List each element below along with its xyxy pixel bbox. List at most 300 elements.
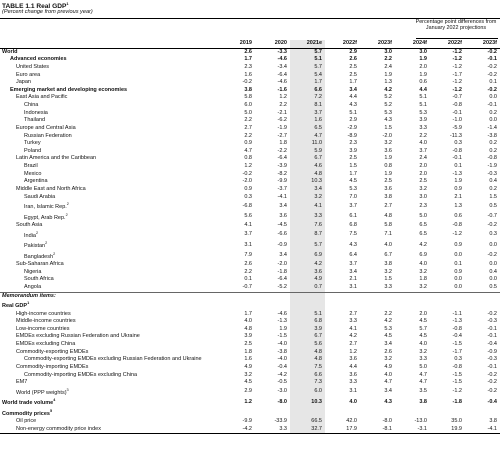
row-label xyxy=(0,125,220,133)
value-cell: -3.1 xyxy=(395,426,430,434)
value-cell: -0.1 xyxy=(487,56,497,63)
row-label-text: Emerging market and developing economies xyxy=(10,86,128,93)
table-row xyxy=(0,397,500,407)
value-cell: -0.7 xyxy=(242,283,252,290)
column-header-row xyxy=(0,40,500,48)
value-cell: 0.3 xyxy=(454,356,462,363)
value-cell xyxy=(430,292,465,300)
value-cell: 5.4 xyxy=(290,72,325,80)
value-cell: 3.8 xyxy=(489,418,497,425)
value-cell: -1.8 xyxy=(452,398,462,405)
value-cell: 6.6 xyxy=(290,87,325,95)
value-cell: 4.7 xyxy=(244,147,252,154)
value-cell: -0.8 xyxy=(487,155,497,162)
table-row xyxy=(0,418,500,426)
value-cell xyxy=(360,292,395,300)
value-cell: 4.0 xyxy=(384,241,392,248)
value-cell: -9.9 xyxy=(242,418,252,425)
value-cell: 8.7 xyxy=(290,230,325,240)
value-cell: 5.2 xyxy=(384,102,392,108)
row-label-text: Real GDP xyxy=(2,302,28,309)
value-cell: 1.9 xyxy=(384,155,392,162)
table-row xyxy=(0,349,500,357)
value-cell: 2.5 xyxy=(384,178,392,185)
value-cell: 0.4 xyxy=(489,268,497,275)
value-cell: -8.0 xyxy=(382,418,392,425)
table-row xyxy=(0,155,500,163)
row-label-text: Angola xyxy=(24,283,42,290)
value-cell: 4.5 xyxy=(384,333,392,340)
value-cell: -8.2 xyxy=(277,170,287,177)
row-label-text: Argentina xyxy=(24,178,48,185)
value-cell: 1.7 xyxy=(290,79,325,87)
value-cell: 1.9 xyxy=(419,56,427,63)
value-cell: 3.8 xyxy=(419,398,427,405)
value-cell: 2.5 xyxy=(419,178,427,185)
row-label xyxy=(0,48,220,56)
value-cell: -8.9 xyxy=(347,132,357,139)
value-cell: 0.1 xyxy=(454,163,462,169)
value-cell: -1.8 xyxy=(277,268,287,275)
value-cell: 1.3 xyxy=(384,79,392,86)
value-cell: 3.3 xyxy=(290,212,325,222)
row-label xyxy=(0,155,220,163)
value-cell: 0.7 xyxy=(290,284,325,292)
table-row xyxy=(0,163,500,171)
value-cell: -0.3 xyxy=(487,170,497,177)
value-cell: -8.0 xyxy=(277,398,287,405)
table-row xyxy=(0,269,500,277)
value-cell: 3.8 xyxy=(244,86,252,93)
row-label-text: Egypt, Arab Rep. xyxy=(24,214,66,221)
value-cell: 5.1 xyxy=(419,102,427,108)
value-cell: 8.1 xyxy=(290,102,325,110)
footnote-marker: 4 xyxy=(53,398,56,403)
value-cell xyxy=(255,408,290,418)
column-header: 2023f xyxy=(360,40,395,48)
value-cell: 0.6 xyxy=(419,79,427,86)
row-label xyxy=(0,408,220,418)
value-cell: 2.7 xyxy=(349,310,357,317)
value-cell: 3.3 xyxy=(384,283,392,290)
value-cell xyxy=(395,408,430,418)
value-cell: 0.2 xyxy=(489,140,497,147)
value-cell: 7.5 xyxy=(290,364,325,372)
row-label-text: Mexico xyxy=(24,170,42,177)
value-cell: 2.4 xyxy=(384,63,392,70)
value-cell: -2.0 xyxy=(382,132,392,139)
value-cell: -0.4 xyxy=(452,333,462,340)
row-label-text: Sub-Saharan Africa xyxy=(16,261,64,268)
value-cell: 1.6 xyxy=(244,356,252,363)
row-label-text: Latin America and the Caribbean xyxy=(16,155,97,162)
row-label-text: Brazil xyxy=(24,163,38,169)
value-cell: 4.5 xyxy=(419,318,427,325)
value-cell: 2.0 xyxy=(419,63,427,70)
row-label xyxy=(0,333,220,341)
table-row xyxy=(0,311,500,319)
value-cell: 6.7 xyxy=(290,333,325,341)
value-cell: 0.9 xyxy=(244,140,252,147)
value-cell: 4.9 xyxy=(244,363,252,370)
value-cell: 5.0 xyxy=(419,363,427,370)
value-cell: 6.9 xyxy=(419,251,427,258)
value-cell: -1.9 xyxy=(277,124,287,131)
table-row xyxy=(0,300,500,310)
value-cell: 6.7 xyxy=(290,155,325,163)
value-cell xyxy=(465,292,500,300)
table-row xyxy=(0,212,500,222)
row-label xyxy=(0,64,220,72)
value-cell: 1.6 xyxy=(290,117,325,125)
table-row xyxy=(0,140,500,148)
value-cell: -0.9 xyxy=(277,241,287,248)
table-row xyxy=(0,201,500,211)
value-cell: -0.1 xyxy=(452,155,462,162)
table-row xyxy=(0,387,500,397)
value-cell: 4.2 xyxy=(384,86,392,93)
table-row xyxy=(0,222,500,230)
value-cell: 2.6 xyxy=(244,261,252,268)
row-label-text: Oil price xyxy=(16,418,37,425)
value-cell: 6.7 xyxy=(384,251,392,258)
value-cell: 4.0 xyxy=(244,318,252,325)
row-label-text: World (PPP weights) xyxy=(16,389,67,396)
table-row xyxy=(0,426,500,434)
value-cell: 3.2 xyxy=(290,194,325,202)
value-cell: 4.8 xyxy=(384,212,392,219)
row-label xyxy=(0,251,220,261)
value-cell xyxy=(360,408,395,418)
table-row xyxy=(0,194,500,202)
table-row xyxy=(0,284,500,292)
value-cell: 0.8 xyxy=(244,155,252,162)
value-cell: -1.1 xyxy=(452,310,462,317)
row-label-text: China xyxy=(24,102,39,108)
value-cell: -1.5 xyxy=(277,333,287,340)
row-label xyxy=(0,397,220,407)
table-row xyxy=(0,356,500,364)
value-cell: -0.2 xyxy=(487,371,497,378)
value-cell: 2.7 xyxy=(349,341,357,348)
value-cell: -8.1 xyxy=(360,426,395,434)
row-label xyxy=(0,387,220,397)
value-cell: 3.2 xyxy=(384,268,392,275)
row-label xyxy=(0,171,220,179)
row-label xyxy=(0,102,220,110)
value-cell: 3.5 xyxy=(419,388,427,395)
value-cell: -0.2 xyxy=(487,310,497,317)
value-cell: -4.5 xyxy=(277,222,287,229)
value-cell: 1.2 xyxy=(244,398,252,405)
value-cell: 3.4 xyxy=(384,388,392,395)
value-cell: -4.6 xyxy=(277,310,287,317)
value-cell: 6.9 xyxy=(290,251,325,261)
value-cell: 4.0 xyxy=(349,398,357,405)
value-cell: 3.7 xyxy=(290,110,325,118)
value-cell: 2.0 xyxy=(419,163,427,169)
value-cell: 6.5 xyxy=(419,222,427,229)
table-row xyxy=(0,341,500,349)
value-cell: 0.2 xyxy=(489,185,497,192)
value-cell: -4.0 xyxy=(277,356,287,363)
value-cell: -0.2 xyxy=(487,222,497,229)
row-label-text: Commodity-importing EMDEs excluding China xyxy=(24,371,138,378)
value-cell: 3.7 xyxy=(349,202,357,209)
row-label xyxy=(0,418,220,426)
value-cell: 2.9 xyxy=(244,388,252,395)
value-cell: -1.2 xyxy=(452,56,462,63)
value-cell: 1.8 xyxy=(244,348,252,355)
value-cell: 2.2 xyxy=(384,56,392,63)
value-cell: 3.2 xyxy=(419,348,427,355)
value-cell: 7.1 xyxy=(384,231,392,238)
value-cell: 3.2 xyxy=(419,185,427,192)
table-row xyxy=(0,292,500,300)
row-label xyxy=(0,56,220,64)
column-header: 2021e xyxy=(290,40,325,48)
value-cell: -1.3 xyxy=(452,318,462,325)
value-cell: 6.5 xyxy=(419,231,427,238)
value-cell: -4.1 xyxy=(277,193,287,200)
value-cell: 4.0 xyxy=(419,261,427,268)
value-cell: 5.8 xyxy=(244,94,252,101)
value-cell: 2.2 xyxy=(244,268,252,275)
value-cell: 5.7 xyxy=(290,64,325,72)
value-cell xyxy=(395,292,430,300)
value-cell xyxy=(220,292,255,300)
value-cell: 3.0 xyxy=(419,48,427,55)
value-cell: -1.2 xyxy=(452,231,462,238)
row-label-text: Russian Federation xyxy=(24,132,72,139)
value-cell: -0.2 xyxy=(487,251,497,258)
value-cell: -1.7 xyxy=(452,71,462,78)
value-cell: 42.0 xyxy=(346,418,357,425)
value-cell: -0.9 xyxy=(487,348,497,355)
value-cell: 0.1 xyxy=(244,276,252,283)
table-row xyxy=(0,326,500,334)
value-cell: 0.9 xyxy=(244,185,252,192)
row-label xyxy=(0,201,220,211)
value-cell: -1.4 xyxy=(487,124,497,131)
value-cell: 7.9 xyxy=(244,251,252,258)
value-cell: -0.1 xyxy=(452,109,462,116)
value-cell: -1.3 xyxy=(452,170,462,177)
value-cell: 1.5 xyxy=(384,276,392,283)
value-cell: 2.5 xyxy=(349,71,357,78)
footnote-marker: 1 xyxy=(27,301,30,306)
value-cell: 3.1 xyxy=(349,388,357,395)
value-cell: 7.2 xyxy=(290,94,325,102)
value-cell: 5.8 xyxy=(384,222,392,229)
value-cell: 0.3 xyxy=(489,231,497,238)
value-cell: 0.6 xyxy=(454,212,462,219)
value-cell: 0.0 xyxy=(489,241,497,248)
value-cell: -2.0 xyxy=(242,178,252,185)
value-cell: 35.0 xyxy=(451,418,462,425)
value-cell: -0.8 xyxy=(452,222,462,229)
value-cell: 0.0 xyxy=(454,276,462,283)
value-cell: 6.8 xyxy=(290,318,325,326)
table-row xyxy=(0,56,500,64)
value-cell: 2.7 xyxy=(384,202,392,209)
value-cell: -0.4 xyxy=(277,363,287,370)
row-label-text: Non-energy commodity price index xyxy=(16,425,101,432)
value-cell: 1.9 xyxy=(384,170,392,177)
row-label xyxy=(0,140,220,148)
value-cell: 1.7 xyxy=(244,310,252,317)
value-cell: -4.2 xyxy=(220,426,255,434)
table-row xyxy=(0,178,500,186)
value-cell: 7.5 xyxy=(349,231,357,238)
value-cell: -3.3 xyxy=(277,48,287,55)
table-row xyxy=(0,48,500,56)
value-cell: 0.1 xyxy=(454,261,462,268)
pp-heading-rule xyxy=(416,38,498,39)
row-label xyxy=(0,261,220,269)
value-cell: 3.9 xyxy=(419,117,427,124)
value-cell: 11.0 xyxy=(290,140,325,148)
value-cell xyxy=(465,408,500,418)
value-cell: 2.2 xyxy=(384,310,392,317)
table-row xyxy=(0,379,500,387)
value-cell: 2.4 xyxy=(419,155,427,162)
value-cell: 3.4 xyxy=(349,268,357,275)
value-cell: -1.5 xyxy=(452,371,462,378)
label-column-header xyxy=(0,40,220,48)
table-row xyxy=(0,64,500,72)
value-cell: 1.7 xyxy=(349,79,357,86)
table-row xyxy=(0,133,500,141)
value-cell: 4.7 xyxy=(384,379,392,386)
value-cell: 5.9 xyxy=(290,148,325,156)
value-cell: 66.5 xyxy=(290,418,325,426)
row-label xyxy=(0,349,220,357)
value-cell xyxy=(325,408,360,418)
row-label-text: Commodity-exporting EMDEs xyxy=(16,348,89,355)
value-cell: -0.8 xyxy=(452,325,462,332)
value-cell: 4.7 xyxy=(419,371,427,378)
value-cell: 3.9 xyxy=(349,147,357,154)
value-cell: 2.9 xyxy=(349,117,357,124)
value-cell: 3.2 xyxy=(419,283,427,290)
value-cell: 4.1 xyxy=(290,201,325,211)
value-cell: -3.8 xyxy=(277,348,287,355)
table-row xyxy=(0,364,500,372)
value-cell: 1.2 xyxy=(349,348,357,355)
value-cell: 0.2 xyxy=(489,109,497,116)
value-cell: -0.1 xyxy=(487,102,497,108)
row-label xyxy=(0,341,220,349)
row-label-text: Memorandum items: xyxy=(2,292,56,299)
value-cell: 0.3 xyxy=(454,140,462,147)
row-label-text: Commodity-importing EMDEs xyxy=(16,363,89,370)
value-cell: -6.8 xyxy=(242,202,252,209)
value-cell: 6.4 xyxy=(349,251,357,258)
value-cell: -2.1 xyxy=(277,109,287,116)
value-cell: 5.7 xyxy=(419,325,427,332)
value-cell: 4.3 xyxy=(349,241,357,248)
value-cell: 0.9 xyxy=(454,241,462,248)
column-header: 2022f xyxy=(325,40,360,48)
value-cell: 5.3 xyxy=(419,109,427,116)
value-cell: -0.2 xyxy=(487,48,497,55)
value-cell: 0.9 xyxy=(454,268,462,275)
value-cell: 2.2 xyxy=(244,117,252,124)
row-label xyxy=(0,240,220,250)
value-cell: 3.7 xyxy=(244,231,252,238)
value-cell: 3.6 xyxy=(290,269,325,277)
value-cell: 5.7 xyxy=(290,48,325,56)
value-cell: -0.4 xyxy=(487,341,497,348)
value-cell: 1.8 xyxy=(419,276,427,283)
value-cell: 2.7 xyxy=(244,124,252,131)
value-cell: 4.3 xyxy=(384,117,392,124)
value-cell: 3.7 xyxy=(419,147,427,154)
value-cell: 17.9 xyxy=(325,426,360,434)
value-cell: 4.3 xyxy=(349,102,357,108)
value-cell: 6.5 xyxy=(290,125,325,133)
value-cell: -1.2 xyxy=(452,86,462,93)
value-cell: 2.5 xyxy=(244,341,252,348)
table-row xyxy=(0,186,500,194)
row-label xyxy=(0,222,220,230)
table-row xyxy=(0,333,500,341)
value-cell: -13.0 xyxy=(414,418,427,425)
value-cell: -6.2 xyxy=(277,117,287,124)
footnote-marker: 2 xyxy=(53,251,56,256)
value-cell: -1.7 xyxy=(452,348,462,355)
footnote-marker: 5 xyxy=(49,408,53,413)
row-label xyxy=(0,311,220,319)
value-cell: -1.9 xyxy=(487,163,497,169)
table-row xyxy=(0,102,500,110)
value-cell: -0.2 xyxy=(487,379,497,386)
column-header: 2022f xyxy=(430,40,465,48)
table-row xyxy=(0,251,500,261)
value-cell: 4.7 xyxy=(419,379,427,386)
footnote-marker: 2 xyxy=(35,230,39,235)
value-cell xyxy=(255,300,290,310)
value-cell: 4.5 xyxy=(244,379,252,386)
value-cell: 3.0 xyxy=(419,193,427,200)
value-cell: -5.9 xyxy=(452,124,462,131)
value-cell: 1.6 xyxy=(244,71,252,78)
value-cell: 6.1 xyxy=(349,212,357,219)
value-cell: 2.9 xyxy=(349,48,357,55)
value-cell: 4.4 xyxy=(349,363,357,370)
table-row xyxy=(0,110,500,118)
value-cell: 4.8 xyxy=(290,349,325,357)
value-cell: -0.7 xyxy=(487,212,497,219)
value-cell: 3.0 xyxy=(384,48,392,55)
value-cell: 5.1 xyxy=(419,94,427,101)
row-label xyxy=(0,117,220,125)
value-cell: 7.6 xyxy=(290,222,325,230)
value-cell: -0.4 xyxy=(487,398,497,405)
value-cell: 5.7 xyxy=(290,240,325,250)
value-cell: 1.9 xyxy=(279,325,287,332)
value-cell: -0.7 xyxy=(452,94,462,101)
value-cell: 4.9 xyxy=(290,276,325,284)
value-cell xyxy=(325,300,360,310)
value-cell: 4.8 xyxy=(244,325,252,332)
value-cell xyxy=(290,300,325,310)
value-cell: 0.9 xyxy=(454,185,462,192)
value-cell: 2.6 xyxy=(349,56,357,63)
row-label-text: EMDEs excluding Russian Federation and Ukraine xyxy=(16,333,140,340)
footnote-marker: 2 xyxy=(66,202,69,207)
